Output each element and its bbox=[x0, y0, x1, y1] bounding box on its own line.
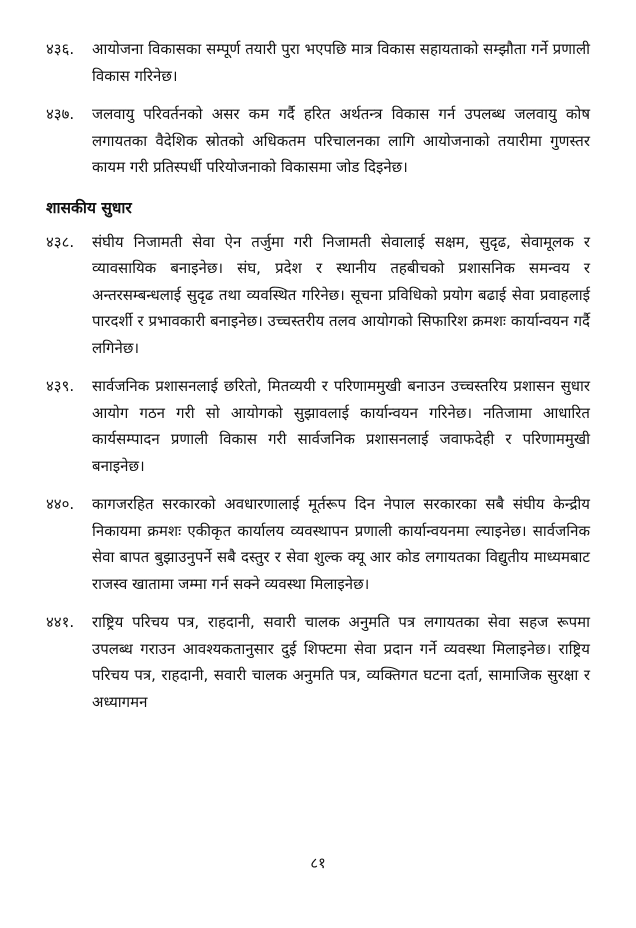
paragraph-text: राष्ट्रिय परिचय पत्र, राहदानी, सवारी चालक अनुमति पत्र लगायतका सेवा सहज रूपमा उपलब्ध गराउन आवश्यकतानुसार दुई शिफ्टमा सेवा प्रदान गर्ने व्यवस्था मिलाइनेछ। राष्ट्रिय परिचय पत्र, राहदानी, सवारी चालक अनुमति पत्र, व्यक्तिगत घटना दर्ता, सामाजिक सुरक्षा र अध्यागमन bbox=[92, 613, 590, 711]
paragraph-441 bbox=[46, 609, 590, 715]
paragraph-text: संघीय निजामती सेवा ऐन तर्जुमा गरी निजामती सेवालाई सक्षम, सुदृढ, सेवामूलक र व्यावसायिक बनाइनेछ। संघ, प्रदेश र स्थानीय तहबीचको प्रशासनिक समन्वय र अन्तरसम्बन्धलाई सुदृढ तथा व्यवस्थित गरिनेछ। सूचना प्रविधिको प्रयोग बढाई सेवा प्रवाहलाई पारदर्शी र प्रभावकारी बनाइनेछ। उच्चस्तरीय तलव आयोगको सिफारिश क्रमशः कार्यान्वयन गर्दै लगिनेछ। bbox=[92, 232, 590, 357]
paragraph-number: ४३७. bbox=[46, 105, 75, 123]
paragraph-number: ४३८. bbox=[46, 232, 75, 251]
paragraph-text: जलवायु परिवर्तनको असर कम गर्दै हरित अर्थतन्त्र विकास गर्न उपलब्ध जलवायु कोष लगायतका वैदेशिक स्रोतको अधिकतम परिचालनका लागि आयोजनाको तयारीमा गुणस्तर कायम गरी प्रतिस्पर्धी परियोजनाको विकासमा जोड दिइनेछ। bbox=[92, 105, 590, 176]
paragraph-number: ४४०. bbox=[46, 495, 75, 513]
section-heading: शासकीय सुधार bbox=[46, 198, 132, 217]
page-number: ८१ bbox=[310, 854, 326, 872]
paragraph-number: ४३६. bbox=[46, 40, 75, 58]
paragraph-439 bbox=[46, 373, 590, 479]
paragraph-436 bbox=[46, 36, 590, 89]
paragraph-text: सार्वजनिक प्रशासनलाई छरितो, मितव्ययी र परिणाममुखी बनाउन उच्चस्तरिय प्रशासन सुधार आयोग गठन गरी सो आयोगको सुझावलाई कार्यान्वयन गरिनेछ। नतिजामा आधारित कार्यसम्पादन प्रणाली विकास गरी सार्वजनिक प्रशासनलाई जवाफदेही र परिणाममुखी बनाइनेछ। bbox=[92, 377, 590, 475]
paragraph-437 bbox=[46, 101, 590, 181]
paragraph-number: ४३९. bbox=[46, 377, 75, 395]
paragraph-number: ४४१. bbox=[46, 613, 75, 631]
paragraph-440 bbox=[46, 491, 590, 597]
paragraph-text: आयोजना विकासका सम्पूर्ण तयारी पुरा भएपछि मात्र विकास सहायताको सम्झौता गर्ने प्रणाली विकास गरिनेछ। bbox=[92, 40, 590, 85]
paragraph-text: कागजरहित सरकारको अवधारणालाई मूर्तरूप दिन नेपाल सरकारका सबै संघीय केन्द्रीय निकायमा क्रमशः एकीकृत कार्यालय व्यवस्थापन प्रणाली कार्यान्वयनमा ल्याइनेछ। सार्वजनिक सेवा बापत बुझाउनुपर्ने सबै दस्तुर र सेवा शुल्क क्यू आर कोड लगायतका विद्युतीय माध्यमबाट राजस्व खातामा जम्मा गर्न सक्ने व्यवस्था मिलाइनेछ। bbox=[92, 495, 590, 593]
paragraph-438 bbox=[46, 229, 590, 362]
